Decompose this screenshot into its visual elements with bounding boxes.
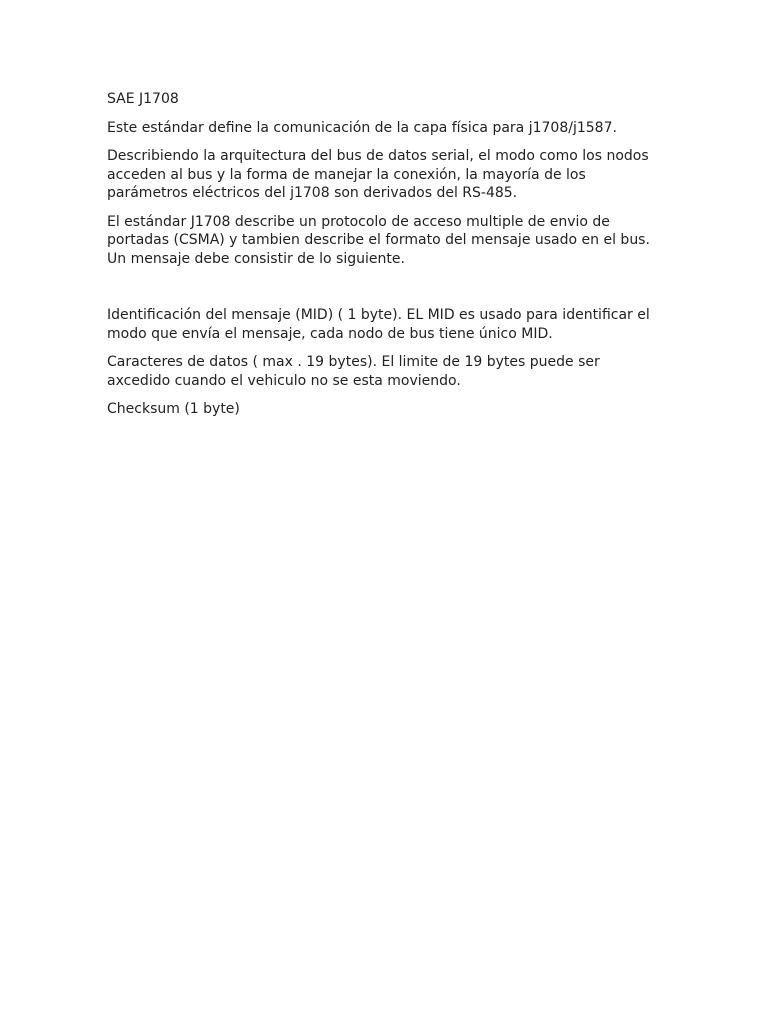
document-title: SAE J1708 <box>107 91 179 107</box>
paragraph-checksum: Checksum (1 byte) <box>107 401 240 417</box>
paragraph-intro-1: Este estándar define la comunicación de la capa física para j1708/j1587. <box>107 119 617 136</box>
document-body <box>107 90 667 429</box>
paragraph-mid: Identificación del mensaje (MID) ( 1 byte). EL MID es usado para identificar el modo que envía el mensaje, cada nodo de bus tiene único MID. <box>107 307 650 342</box>
paragraph-data-chars: Caracteres de datos ( max . 19 bytes). El limite de 19 bytes puede ser axcedido cuando el vehiculo no se esta moviendo. <box>107 354 600 389</box>
blank-line <box>107 278 667 306</box>
paragraph-intro-3: El estándar J1708 describe un protocolo de acceso multiple de envio de portadas (CSMA) y tambien describe el formato del mensaje usado en el bus. Un mensaje debe consistir de lo siguiente. <box>107 213 650 267</box>
paragraph-intro-2: Describiendo la arquitectura del bus de datos serial, el modo como los nodos acceden al bus y la forma de manejar la conexión, la mayoría de los parámetros eléctricos del j1708 son derivados del RS-485. <box>107 148 649 201</box>
